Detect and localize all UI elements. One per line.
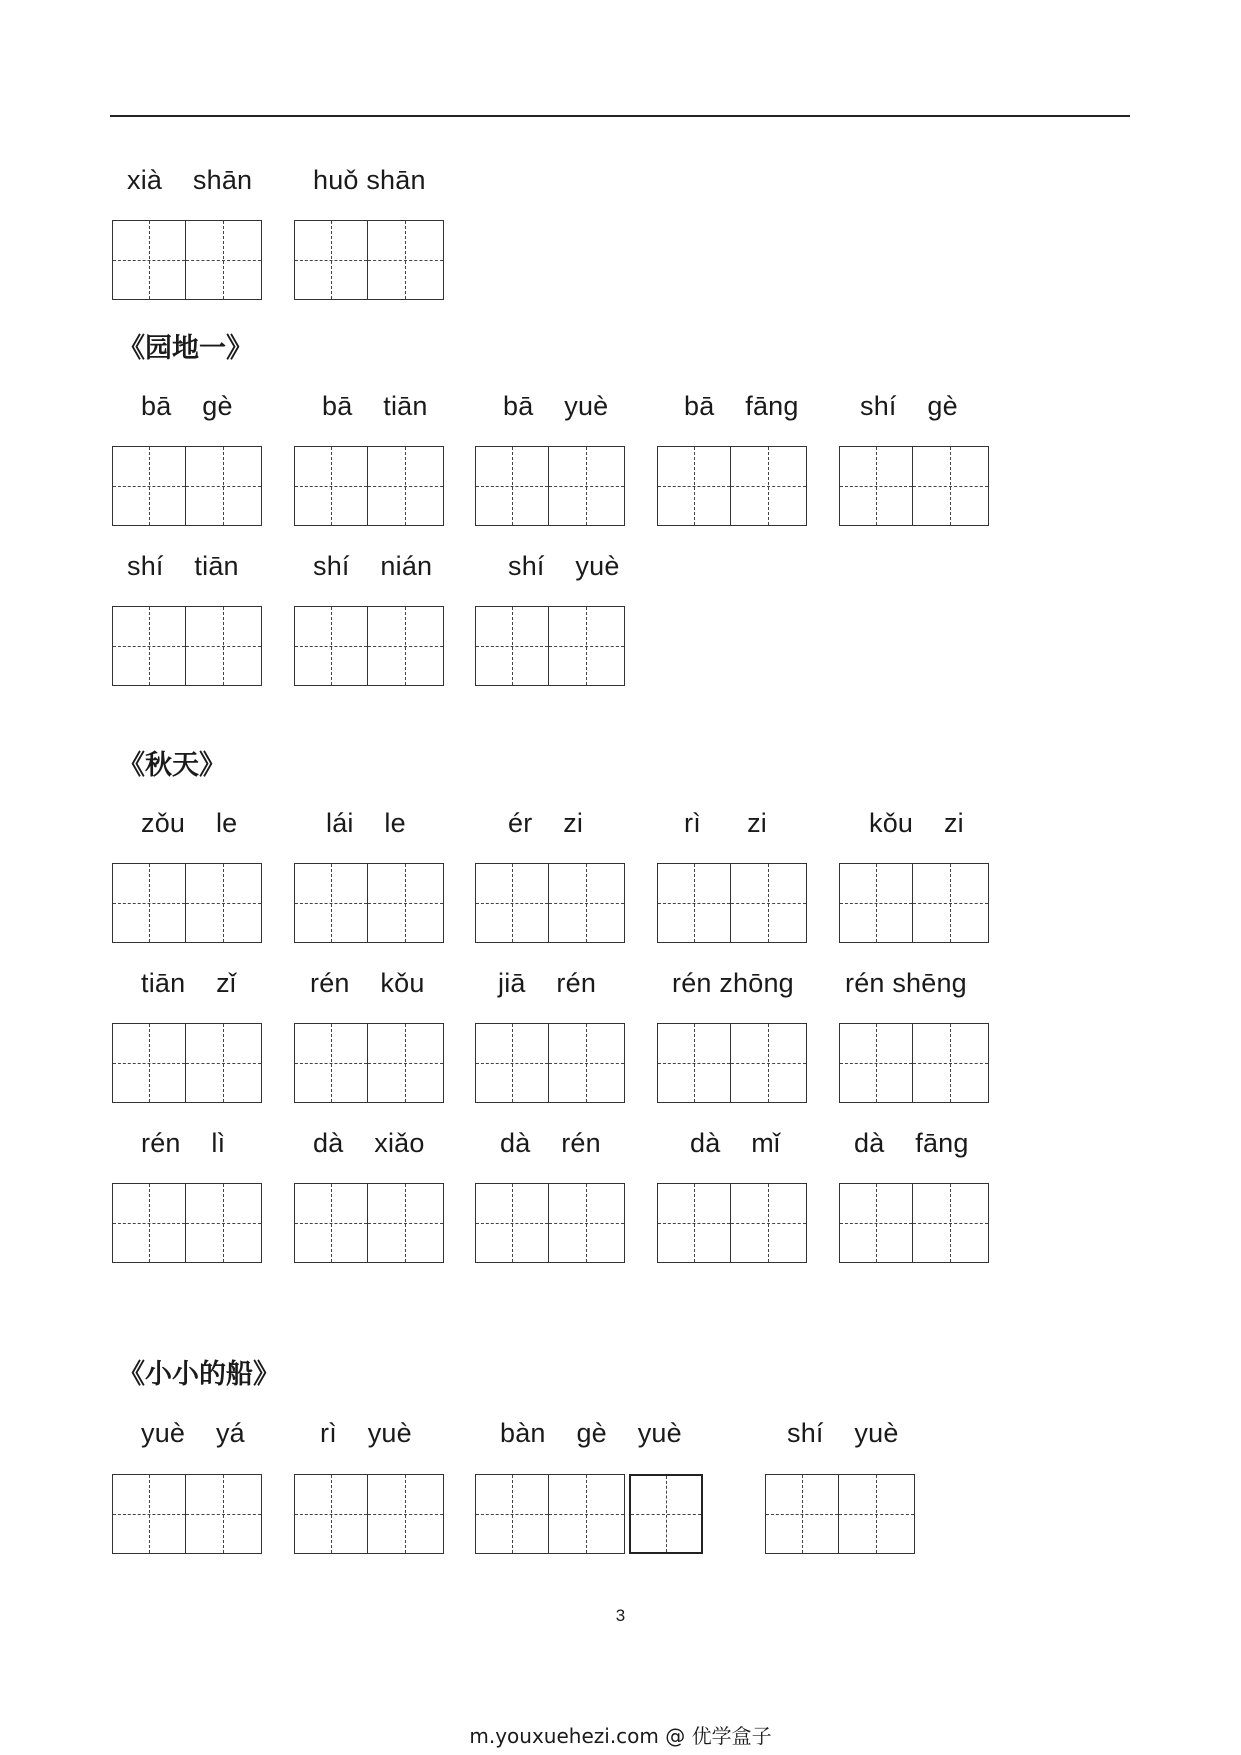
writing-cell[interactable] — [186, 606, 262, 686]
pinyin-label: rén shēng — [845, 968, 967, 998]
writing-cell[interactable] — [913, 1023, 989, 1103]
section-title: 《小小的船》 — [118, 1359, 280, 1390]
writing-cell[interactable] — [368, 606, 444, 686]
writing-grid[interactable] — [294, 606, 444, 686]
pinyin-label: rì yuè — [320, 1418, 412, 1448]
writing-cell[interactable] — [629, 1474, 703, 1554]
writing-grid[interactable] — [112, 1183, 262, 1263]
pinyin-label: bā yuè — [503, 391, 609, 421]
writing-cell[interactable] — [294, 606, 368, 686]
pinyin-label: rén kǒu — [310, 968, 425, 998]
pinyin-label: ér zi — [508, 808, 584, 838]
writing-cell[interactable] — [839, 1023, 913, 1103]
writing-grid[interactable] — [112, 1474, 262, 1554]
writing-cell[interactable] — [294, 446, 368, 526]
pinyin-label: bàn gè yuè — [500, 1418, 682, 1448]
writing-cell[interactable] — [186, 1023, 262, 1103]
writing-grid[interactable] — [657, 1183, 807, 1263]
writing-cell[interactable] — [186, 1183, 262, 1263]
pinyin-label: bā gè — [141, 391, 233, 421]
writing-cell[interactable] — [657, 1183, 731, 1263]
writing-cell[interactable] — [731, 446, 807, 526]
writing-cell[interactable] — [657, 446, 731, 526]
pinyin-label: zǒu le — [141, 808, 238, 838]
writing-cell[interactable] — [186, 1474, 262, 1554]
pinyin-label: dà fāng — [854, 1128, 969, 1158]
writing-grid[interactable] — [294, 220, 444, 300]
writing-grid[interactable] — [112, 446, 262, 526]
writing-cell[interactable] — [549, 1474, 625, 1554]
writing-grid[interactable] — [112, 1023, 262, 1103]
writing-cell[interactable] — [112, 1474, 186, 1554]
writing-cell[interactable] — [731, 1023, 807, 1103]
writing-cell[interactable] — [475, 446, 549, 526]
writing-cell[interactable] — [475, 1023, 549, 1103]
pinyin-label: jiā rén — [498, 968, 597, 998]
writing-grid[interactable] — [294, 1023, 444, 1103]
pinyin-label: shí yuè — [508, 551, 620, 581]
pinyin-label: yuè yá — [141, 1418, 245, 1448]
writing-cell[interactable] — [475, 1474, 549, 1554]
writing-grid[interactable] — [475, 1183, 625, 1263]
writing-grid[interactable] — [839, 863, 989, 943]
writing-cell[interactable] — [549, 1183, 625, 1263]
writing-cell[interactable] — [294, 1023, 368, 1103]
writing-grid[interactable] — [839, 446, 989, 526]
writing-grid[interactable] — [475, 863, 625, 943]
writing-cell[interactable] — [368, 1474, 444, 1554]
writing-grid[interactable] — [475, 1474, 625, 1554]
pinyin-label: rén lì — [141, 1128, 226, 1158]
pinyin-label: bā fāng — [684, 391, 799, 421]
writing-grid[interactable] — [475, 606, 625, 686]
writing-cell[interactable] — [731, 863, 807, 943]
writing-cell[interactable] — [913, 446, 989, 526]
writing-grid[interactable] — [294, 1474, 444, 1554]
writing-cell[interactable] — [112, 220, 186, 300]
writing-grid[interactable] — [765, 1474, 915, 1554]
writing-grid[interactable] — [112, 220, 262, 300]
pinyin-label: xià shān — [127, 165, 253, 195]
writing-cell[interactable] — [112, 1023, 186, 1103]
writing-cell[interactable] — [765, 1474, 839, 1554]
writing-cell[interactable] — [112, 446, 186, 526]
writing-grid[interactable] — [294, 1183, 444, 1263]
writing-grid[interactable] — [839, 1183, 989, 1263]
pinyin-label: shí nián — [313, 551, 433, 581]
writing-cell[interactable] — [549, 1023, 625, 1103]
writing-cell[interactable] — [731, 1183, 807, 1263]
pinyin-label: rén zhōng — [672, 968, 794, 998]
writing-cell[interactable] — [657, 863, 731, 943]
writing-cell[interactable] — [549, 863, 625, 943]
writing-grid[interactable] — [294, 863, 444, 943]
writing-grid[interactable] — [112, 863, 262, 943]
writing-cell[interactable] — [294, 1474, 368, 1554]
pinyin-label: dà mǐ — [690, 1128, 781, 1158]
section-title: 《秋天》 — [118, 750, 226, 781]
pinyin-label: shí gè — [860, 391, 958, 421]
writing-grid[interactable] — [657, 446, 807, 526]
pinyin-label: shí yuè — [787, 1418, 899, 1448]
writing-cell[interactable] — [913, 863, 989, 943]
writing-cell[interactable] — [112, 1183, 186, 1263]
writing-cell[interactable] — [186, 220, 262, 300]
writing-cell[interactable] — [913, 1183, 989, 1263]
writing-grid[interactable] — [112, 606, 262, 686]
pinyin-label: rì zi — [684, 808, 767, 838]
writing-cell[interactable] — [839, 1474, 915, 1554]
writing-cell[interactable] — [839, 1183, 913, 1263]
writing-cell[interactable] — [186, 446, 262, 526]
writing-cell[interactable] — [368, 863, 444, 943]
pinyin-label: huǒ shān — [313, 165, 426, 195]
footer-credit: m.youxuehezi.com @ 优学盒子 — [469, 1724, 772, 1748]
pinyin-label: kǒu zi — [869, 808, 964, 838]
writing-cell[interactable] — [294, 863, 368, 943]
writing-grid[interactable] — [629, 1474, 703, 1554]
writing-cell[interactable] — [475, 1183, 549, 1263]
writing-grid[interactable] — [475, 446, 625, 526]
pinyin-label: bā tiān — [322, 391, 428, 421]
pinyin-label: tiān zǐ — [141, 968, 237, 998]
writing-cell[interactable] — [368, 220, 444, 300]
writing-grid[interactable] — [294, 446, 444, 526]
section-title: 《园地一》 — [118, 333, 253, 364]
pinyin-label: dà rén — [500, 1128, 601, 1158]
writing-cell[interactable] — [475, 863, 549, 943]
writing-cell[interactable] — [549, 446, 625, 526]
pinyin-label: dà xiǎo — [313, 1128, 425, 1158]
writing-cell[interactable] — [112, 863, 186, 943]
page-number: 3 — [615, 1606, 626, 1625]
header-rule — [110, 115, 1130, 117]
pinyin-label: lái le — [326, 808, 406, 838]
writing-grid[interactable] — [657, 863, 807, 943]
pinyin-label: shí tiān — [127, 551, 239, 581]
writing-cell[interactable] — [368, 446, 444, 526]
writing-cell[interactable] — [112, 606, 186, 686]
writing-cell[interactable] — [186, 863, 262, 943]
writing-cell[interactable] — [294, 1183, 368, 1263]
writing-cell[interactable] — [294, 220, 368, 300]
writing-cell[interactable] — [839, 446, 913, 526]
writing-grid[interactable] — [839, 1023, 989, 1103]
writing-grid[interactable] — [475, 1023, 625, 1103]
writing-cell[interactable] — [549, 606, 625, 686]
writing-cell[interactable] — [839, 863, 913, 943]
writing-cell[interactable] — [368, 1183, 444, 1263]
writing-cell[interactable] — [475, 606, 549, 686]
writing-cell[interactable] — [657, 1023, 731, 1103]
writing-grid[interactable] — [657, 1023, 807, 1103]
writing-cell[interactable] — [368, 1023, 444, 1103]
